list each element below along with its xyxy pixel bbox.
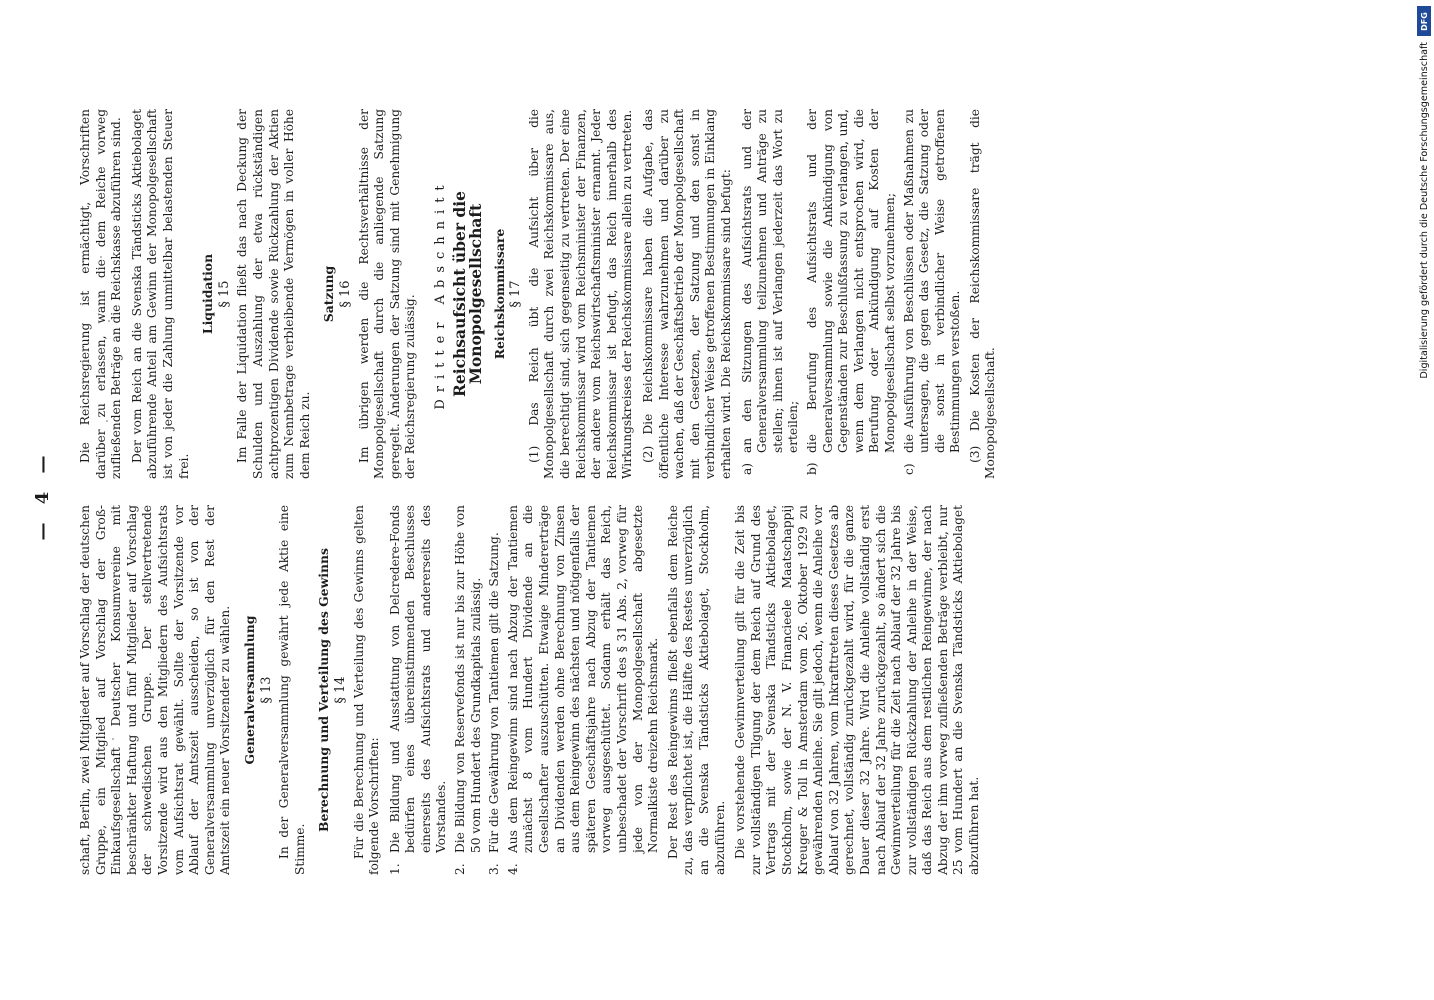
rotated-document-page <box>32 95 1270 895</box>
page-number: — 4 — <box>32 449 53 541</box>
list-item <box>453 505 484 875</box>
paragraph-gewinnverteilung: Die vorstehende Gewinnverteilung gilt für die Zeit bis zur vollständigen Tilgung der dem Reich auf Grund des Vertrags mit der Svenska Tändsticks Aktiebolaget, Stockholm, sowie der N. V. Financieele Maatschappij Kreuger & Toll in Amsterdam vom 26. Oktober 1929 zu gewährenden Anleihe. Sie gilt jedoch, wenn die Anleihe vor Ablauf von 32 Jahren, vom Inkrafttreten dieses Gesetzes ab gerechnet, vollständig zurückgezahlt wird, für die ganze Dauer dieser 32 Jahre. Wird die Anleihe vollständig erst nach Ablauf der 32 Jahre zurückgezahlt, so ändert sich die Gewinnverteilung für die Zeit nach Ablauf der 32 Jahre bis zur vollständigen Rückzahlung der Anleihe in der Weise, daß das Reich aus dem restlichen Reingewinne, der nach Abzug der ihm vorweg zufließenden Beträge verbleibt, nur 25 vom Hundert an die Svenska Tändsticks Aktiebolaget abzuführen hat. <box>733 505 982 875</box>
list-text: die Ausführung von Beschlüssen oder Maßnahmen zu untersagen, die gegen das Gesetz, die Satzung oder die sonst in verbindlicher Weise getroffenen Bestimmungen verstoßen. <box>901 109 963 453</box>
list-marker: 2. <box>453 863 468 875</box>
list-marker: a) <box>739 462 754 475</box>
section-label: Dritter Abschnitt <box>432 178 448 410</box>
section-14: § 14 <box>332 676 348 704</box>
dfg-logo-text: DFG <box>1419 11 1429 31</box>
section-title: Reichsaufsicht über die Monopolgesellschaft <box>450 190 486 398</box>
paragraph-reingewinn-rest: Der Rest des Reingewinns fließt ebenfalls dem Reiche zu, das verpflichtet ist, die Hälfte des Restes unverzüglich an die Svenska Tändsticks Aktiebolaget, Stockholm, abzuführen. <box>665 505 727 875</box>
left-column <box>78 505 988 875</box>
list-text: an den Sitzungen des Aufsichtsrats und der Generalversammlung teilzunehmen und Anträge zu stellen; ihnen ist auf Verlangen jederzeit das Wort zu erteilen; <box>739 109 801 453</box>
paragraph-16: Im übrigen werden die Rechtsverhältnisse der Monopolgesellschaft durch die anliegende Satzung geregelt. Änderungen der Satzung sind mit Genehmigung der Reichsregierung zulässig. <box>356 109 418 479</box>
list-item <box>805 109 899 475</box>
funding-credit: Digitalisierung gefördert durch die Deutsche Forschungsgemeinschaft <box>1418 42 1430 379</box>
list-item <box>740 109 802 475</box>
paragraph-17-2: (2) Die Reichskommissare haben die Aufgabe, das öffentliche Interesse wahrzunehmen und darüber zu wachen, daß der Geschäftsbetrieb der Monopolgesellschaft mit den Gesetzen, der Satzung und den sonst in verbindlicher Weise getroffenen Bestimmungen in Einklang erhalten wird. Die Reichskommissare sind befugt: <box>641 109 733 479</box>
list-17 <box>740 109 964 475</box>
section-15: § 15 <box>216 280 232 308</box>
heading-gewinn: Berechnung und Verteilung des Gewinns <box>316 548 332 832</box>
paragraph-aufsichtsrat: schaft, Berlin, zwei Mitglieder auf Vorschlag der deutschen Gruppe, ein Mitglied auf Vorschlag der Groß-Einkaufsgesellschaft Deutscher Konsumvereine mit beschränkter Haftung und fünf Mitglieder auf Vorschlag der schwedischen Gruppe. Der stellvertretende Vorsitzende wird aus den Mitgliedern des Aufsichtsrats vom Aufsichtsrat gewählt. Sollte der Vorsitzende vor Ablauf der Amtszeit ausscheiden, so ist von der Generalversammlung unverzüglich für den Rest der Amtszeit ein neuer Vorsitzender zu wählen. <box>78 505 233 875</box>
list-marker: b) <box>804 462 819 475</box>
heading-reichskommissare: Reichskommissare <box>491 228 507 360</box>
section-17: § 17 <box>508 280 524 308</box>
section-16: § 16 <box>337 280 353 308</box>
paragraph-17-3: (3) Die Kosten der Reichskommissare trägt die Monopolgesellschaft. <box>967 109 998 479</box>
list-text: Für die Gewährung von Tantiemen gilt die Satzung. <box>487 532 502 853</box>
heading-liquidation: Liquidation <box>200 253 216 335</box>
right-column <box>78 109 1004 479</box>
paragraph-14-intro: Für die Berechnung und Verteilung des Gewinns gelten folgende Vorschriften: <box>351 505 382 875</box>
list-item <box>902 109 964 475</box>
paragraph-reichsregierung: Die Reichsregierung ist ermächtigt, Vorschriften darüber zu erlassen, wann die dem Reiche vorweg zufließenden Beträge an die Reichskasse abzuführen sind. <box>78 109 124 479</box>
heading-satzung: Satzung <box>321 265 337 323</box>
paragraph-15: Im Falle der Liquidation fließt das nach Deckung der Schulden und Auszahlung der etwa rückständigen achtprozentigen Dividende sowie Rückzahlung der Aktien zum Nennbetrage verbleibende Vermögen in voller Höhe dem Reich zu. <box>235 109 312 479</box>
paragraph-anteil-steuerfrei: Der vom Reich an die Svenska Tändsticks Aktiebolaget abzuführende Anteil am Gewinn der Monopolgesellschaft ist von jeder die Zahlung unmittelbar belastenden Steuer frei. <box>129 109 191 479</box>
list-marker: c) <box>901 463 916 475</box>
paragraph-17-1: (1) Das Reich übt die Aufsicht über die Monopolgesellschaft durch zwei Reichskommissare aus, die berechtigt sind, sich gegenseitig zu vertreten. Der eine Reichskommissar wird vom Reichsminister der Finanzen, der andere vom Reichswirtschaftsminister ernannt. Jeder Reichskommissar ist befugt, das Reich innerhalb des Wirkungskreises der Reichskommissare allein zu vertreten. <box>526 109 635 479</box>
list-marker: 4. <box>505 863 520 875</box>
funding-sidebar <box>1416 6 1432 396</box>
list-item <box>506 505 662 875</box>
list-text: Die Bildung und Ausstattung von Delcredere-Fonds bedürfen eines übereinstimmenden Beschlusses einerseits des Aufsichtsrats und andererseits des Vorstandes. <box>387 505 449 853</box>
list-text: die Berufung des Aufsichtsrats und der Generalversammlung sowie die Ankündigung von Gegenständen zur Beschlußfassung zu verlangen, und, wenn dem Verlangen nicht entsprochen wird, die Berufung oder Ankündigung auf Kosten der Monopolgesellschaft selbst vorzunehmen; <box>804 109 897 453</box>
list-item <box>487 505 503 875</box>
list-item <box>388 505 450 875</box>
list-14 <box>388 505 662 875</box>
paragraph-13: In der Generalversammlung gewährt jede Aktie eine Stimme. <box>277 505 307 875</box>
list-marker: 1. <box>387 863 402 875</box>
list-text: Die Bildung von Reservefonds ist nur bis zur Höhe von 50 vom Hundert des Grundkapitals zulässig. <box>453 505 483 853</box>
heading-generalversammlung: Generalversammlung <box>241 615 257 765</box>
list-text: Aus dem Reingewinn sind nach Abzug der Tantiemen zunächst 8 vom Hundert Dividende an die Gesellschafter auszuschütten. Etwaige Mindererträge an Dividenden werden ohne Berechnung von Zinsen aus dem Reingewinn des nächsten und nötigenfalls der späteren Geschäftsjahre nach Abzug der Tantiemen vorweg ausgeschüttet. Sodann erhält das Reich, unbeschadet der Vorschrift des § 31 Abs. 2, vorweg für jede von der Monopolgesellschaft abgesetzte Normalkiste dreizehn Reichsmark. <box>505 505 661 853</box>
section-13: § 13 <box>258 676 274 704</box>
dfg-logo <box>1417 6 1431 36</box>
list-marker: 3. <box>487 863 502 875</box>
